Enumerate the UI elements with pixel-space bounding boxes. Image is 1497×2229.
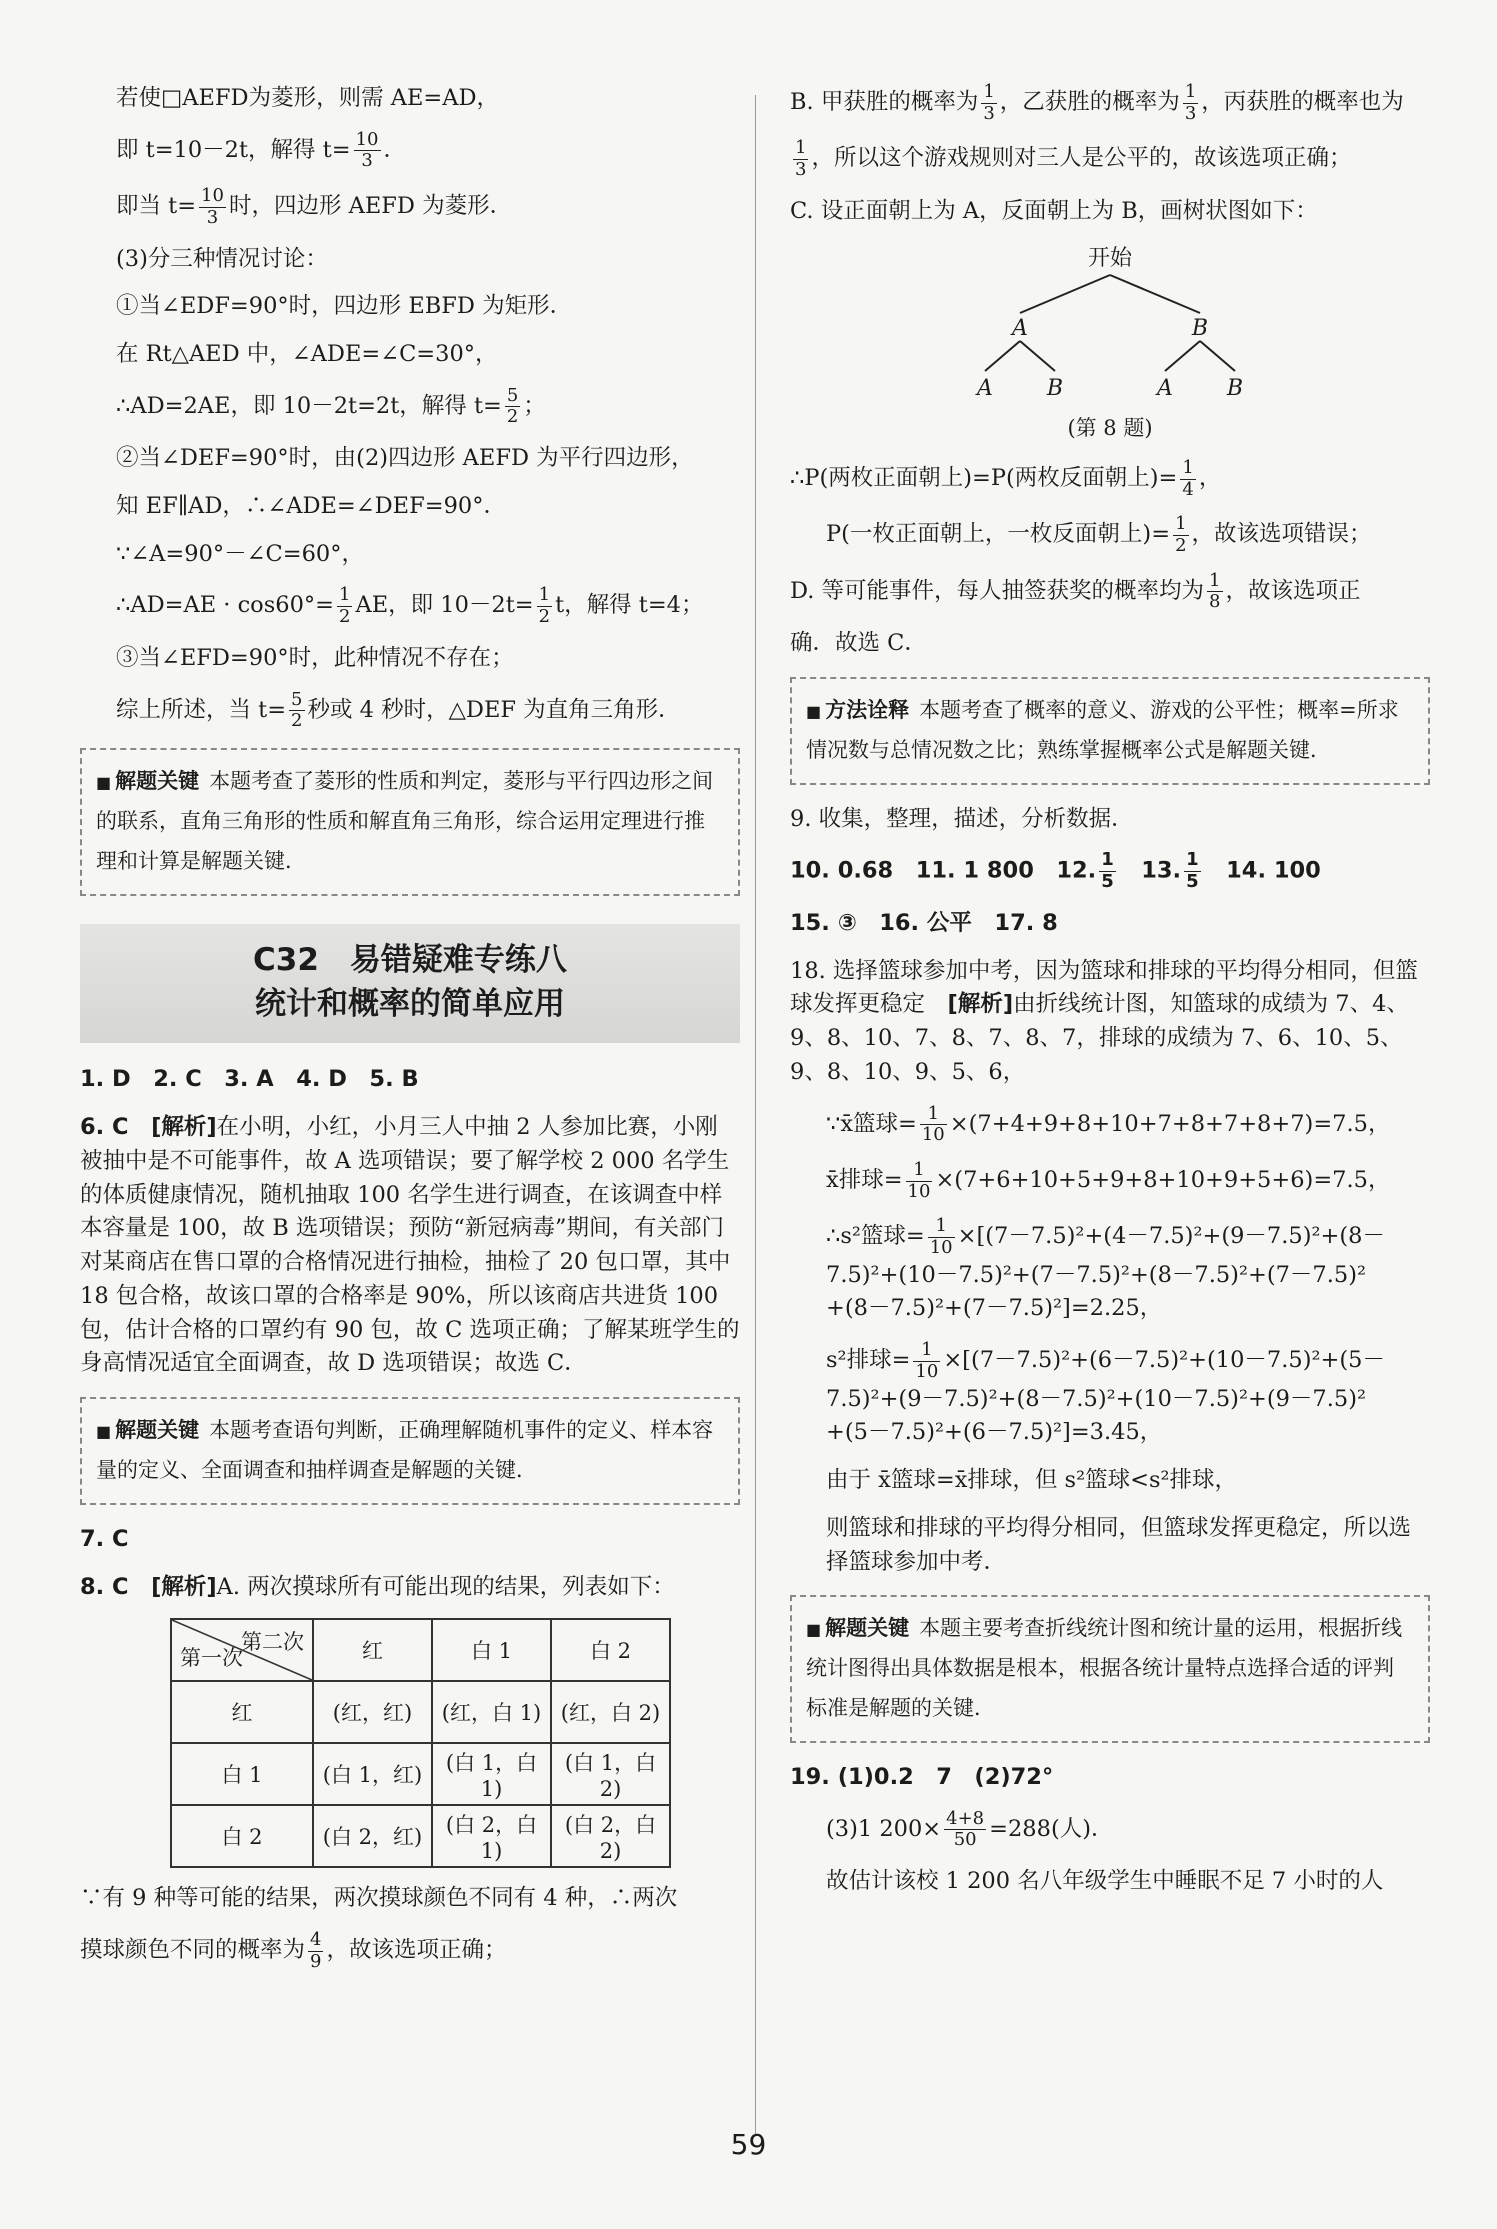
fraction: $\frac{1}{8}$ bbox=[1209, 569, 1221, 613]
fraction: $\frac{1}{3}$ bbox=[795, 137, 807, 181]
answers-10-14: 10. 0.68 11. 1 800 12. $\frac{1}{5}$ 13. $\frac{1}{5}$ 14. 100 bbox=[790, 849, 1321, 893]
table-row bbox=[171, 1681, 670, 1743]
answer-6: 6. C [解析]在小明，小红，小月三人中抽 2 人参加比赛，小刚被抽中是不可能事件，故 A 选项错误；要了解学校 2 000 名学生的体质健康情况，随机抽取 100 名学生进行调查，在该调查中样本容量是 100，故 B 选项错误；预防“新冠病毒”期间，有关部门对某商店在售口罩的合格情况进行抽检，抽检了 20 包口罩，其中 18 包合格，故该口罩的合格率是 90%，所以该商店共进货 100 包，估计合格的口罩约有 90 包，故 C 选项正确；了解某班学生的身高情况适宜全面调查，故 D 选项错误；故选 C． bbox=[80, 1114, 740, 1377]
table-cell: (红，白 2) bbox=[551, 1681, 670, 1743]
line: 7.5)²+(9－7.5)²+(8－7.5)²+(10－7.5)²+(9－7.5)² bbox=[826, 1385, 1367, 1412]
row-header: 红 bbox=[171, 1681, 313, 1743]
table-cell: (白 2，白 1) bbox=[432, 1805, 551, 1867]
fraction: $\frac{1}{10}$ bbox=[921, 1102, 945, 1146]
page-number: 59 bbox=[730, 2128, 767, 2161]
line: +(8－7.5)²+(7－7.5)²]=2.25， bbox=[826, 1295, 1163, 1322]
fraction: $\frac{1}{2}$ bbox=[339, 584, 351, 628]
box-tag: ■ 解题关键 bbox=[96, 1418, 199, 1442]
line: (3)1 200× $\frac{4+8}{50}$ =288(人)． bbox=[826, 1807, 1114, 1851]
table-row bbox=[171, 1805, 670, 1867]
line: ①当∠EDF=90°时，四边形 EBFD 为矩形． bbox=[116, 293, 573, 320]
line: ∴AD=AE · cos60°= $\frac{1}{2}$ AE，即 10－2t= $\frac{1}{2}$ t，解得 t=4； bbox=[116, 584, 704, 628]
method-box bbox=[790, 677, 1430, 785]
tree-node: B bbox=[1191, 315, 1209, 341]
fraction: $\frac{1}{10}$ bbox=[915, 1339, 939, 1382]
line: +(5－7.5)²+(6－7.5)²]=3.45， bbox=[826, 1419, 1163, 1446]
section-subtitle: 统计和概率的简单应用 bbox=[255, 986, 565, 1023]
line: ∵∠A=90°－∠C=60°， bbox=[116, 540, 364, 567]
table-cell: (白 1，白 1) bbox=[432, 1743, 551, 1805]
line: (3)分三种情况讨论： bbox=[116, 245, 328, 272]
tree-leaf: A bbox=[1157, 375, 1173, 401]
box-tag: ■ 解题关键 bbox=[806, 1616, 909, 1640]
line: x̄排球= $\frac{1}{10}$ ×(7+6+10+5+9+8+10+9+5+6)=7.5， bbox=[826, 1158, 1391, 1202]
box-text: 本题考查了概率的意义、游戏的公平性；概率=所求情况数与总情况数之比；熟练掌握概率公式是解题关键． bbox=[806, 697, 1399, 762]
section-title: C32 易错疑难专练八 bbox=[253, 941, 567, 978]
line: 综上所述，当 t= $\frac{5}{2}$ 秒或 4 秒时，△DEF 为直角三角形． bbox=[116, 688, 681, 732]
line: ∴s²篮球= $\frac{1}{10}$ ×[(7－7.5)²+(4－7.5)²+(9－7.5)²+(8－ bbox=[826, 1215, 1385, 1258]
answer-19: 19. (1)0.2 7 (2)72° bbox=[790, 1763, 1054, 1790]
line: ∴AD=2AE，即 10－2t=2t，解得 t= $\frac{5}{2}$ ； bbox=[116, 384, 546, 428]
line: B. 甲获胜的概率为 $\frac{1}{3}$ ，乙获胜的概率为 $\frac{1}{3}$ ，丙获胜的概率也为 bbox=[790, 81, 1404, 124]
tree-leaf: B bbox=[1046, 375, 1064, 401]
fraction: $\frac{10}{3}$ bbox=[201, 185, 224, 228]
line: ∵x̄篮球= $\frac{1}{10}$ ×(7+4+9+8+10+7+8+7+8+7)=7.5， bbox=[826, 1102, 1391, 1146]
table-corner bbox=[171, 1619, 313, 1681]
box-tag: ■ 方法诠释 bbox=[806, 698, 909, 722]
tree-diagram bbox=[960, 243, 1260, 413]
fraction: $\frac{1}{5}$ bbox=[1101, 849, 1114, 893]
row-header: 白 1 bbox=[171, 1743, 313, 1805]
header-second: 第二次 bbox=[241, 1630, 304, 1655]
answer-7: 7. C bbox=[80, 1525, 129, 1552]
table-cell: (红，白 1) bbox=[432, 1681, 551, 1743]
line: 故估计该校 1 200 名八年级学生中睡眠不足 7 小时的人 bbox=[826, 1868, 1384, 1895]
answers-15-17: 15. ③ 16. 公平 17. 8 bbox=[790, 909, 1058, 936]
fraction: $\frac{10}{3}$ bbox=[355, 128, 379, 172]
line: 知 EF∥AD，∴∠ADE=∠DEF=90°． bbox=[116, 492, 506, 519]
row-header: 白 2 bbox=[171, 1805, 313, 1867]
box-text: 本题考查语句判断，正确理解随机事件的定义、样本容量的定义、全面调查和抽样调查是解题的关键． bbox=[96, 1418, 714, 1483]
line: s²排球= $\frac{1}{10}$ ×[(7－7.5)²+(6－7.5)²+(10－7.5)²+(5－ bbox=[826, 1339, 1385, 1382]
table-cell: (白 2，红) bbox=[313, 1805, 432, 1867]
line: ②当∠DEF=90°时，由(2)四边形 AEFD 为平行四边形， bbox=[116, 445, 694, 472]
fraction: $\frac{1}{10}$ bbox=[907, 1158, 931, 1202]
fraction: $\frac{1}{3}$ bbox=[1184, 81, 1197, 124]
fraction: $\frac{5}{2}$ bbox=[291, 688, 303, 732]
line: P(一枚正面朝上，一枚反面朝上)= $\frac{1}{2}$ ，故该选项错误； bbox=[826, 513, 1372, 557]
tree-leaf: A bbox=[977, 375, 993, 401]
line: 摸球颜色不同的概率为 $\frac{4}{9}$ ，故该选项正确； bbox=[80, 1929, 507, 1972]
line: ③当∠EFD=90°时，此种情况不存在； bbox=[116, 644, 514, 671]
tree-node: A bbox=[1012, 315, 1028, 341]
key-points-box bbox=[790, 1595, 1430, 1743]
table-cell: (白 1，红) bbox=[313, 1743, 432, 1805]
box-text: 本题主要考查折线统计图和统计量的运用，根据折线统计图得出具体数据是根本，根据各统计量特点选择合适的评判标准是解题的关键． bbox=[806, 1616, 1403, 1721]
answer-18: 18. 选择篮球参加中考，因为篮球和排球的平均得分相同，但篮球发挥更稳定 [解析]由折线统计图，知篮球的成绩为 7、4、9、8、10、7、8、7、8、7，排球的成绩为 7、6、10、5、9、8、10、9、5、6， bbox=[790, 957, 1418, 1085]
line: $\frac{1}{3}$ ，所以这个游戏规则对三人是公平的，故该选项正确； bbox=[795, 137, 1352, 181]
fraction: $\frac{1}{5}$ bbox=[1186, 849, 1199, 893]
col-header: 红 bbox=[313, 1619, 432, 1681]
fraction: $\frac{4+8}{50}$ bbox=[946, 1807, 985, 1851]
table-row bbox=[171, 1743, 670, 1805]
line: 由于 x̄篮球=x̄排球，但 s²篮球<s²排球， bbox=[826, 1467, 1238, 1494]
fraction: $\frac{4}{9}$ bbox=[310, 1929, 322, 1972]
left-column bbox=[80, 82, 740, 1987]
fraction: $\frac{1}{2}$ bbox=[538, 584, 551, 628]
fraction: $\frac{1}{10}$ bbox=[929, 1215, 953, 1258]
header-first: 第一次 bbox=[180, 1646, 243, 1671]
line: ∵有 9 种等可能的结果，两次摸球颜色不同有 4 种，∴两次 bbox=[80, 1885, 678, 1912]
key-points-box bbox=[80, 1397, 740, 1505]
line: 7.5)²+(10－7.5)²+(7－7.5)²+(8－7.5)²+(7－7.5)² bbox=[826, 1261, 1367, 1288]
column-divider bbox=[755, 95, 756, 2135]
figure-caption: (第 8 题) bbox=[1067, 415, 1153, 440]
fraction: $\frac{1}{4}$ bbox=[1182, 457, 1194, 500]
line: 即当 t= $\frac{10}{3}$ 时，四边形 AEFD 为菱形． bbox=[116, 185, 513, 228]
tree-leaf: B bbox=[1226, 375, 1244, 401]
col-header: 白 1 bbox=[432, 1619, 551, 1681]
table-cell: (白 1，白 2) bbox=[551, 1743, 670, 1805]
answer-8: 8. C [解析]A. 两次摸球所有可能出现的结果，列表如下： bbox=[80, 1573, 675, 1600]
box-text: 本题考查了菱形的性质和判定，菱形与平行四边形之间的联系，直角三角形的性质和解直角三角形，综合运用定理进行推理和计算是解题关键． bbox=[96, 768, 714, 873]
col-header: 白 2 bbox=[551, 1619, 670, 1681]
line: C. 设正面朝上为 A，反面朝上为 B，画树状图如下： bbox=[790, 197, 1318, 224]
fraction: $\frac{1}{3}$ bbox=[983, 81, 995, 124]
line: 则篮球和排球的平均得分相同，但篮球发挥更稳定，所以选择篮球参加中考． bbox=[826, 1514, 1412, 1575]
fraction: $\frac{1}{2}$ bbox=[1175, 513, 1187, 557]
line: 即 t=10－2t，解得 t= $\frac{10}{3}$ ． bbox=[116, 128, 407, 172]
fraction: $\frac{5}{2}$ bbox=[506, 384, 519, 428]
tree-root: 开始 bbox=[1087, 245, 1133, 271]
right-column bbox=[790, 82, 1430, 1913]
outcome-table bbox=[170, 1618, 671, 1868]
line: D. 等可能事件，每人抽签获奖的概率均为 $\frac{1}{8}$ ，故该选项正 bbox=[790, 569, 1361, 613]
line: ∴P(两枚正面朝上)=P(两枚反面朝上)= $\frac{1}{4}$ ， bbox=[790, 457, 1222, 500]
answer-9: 9. 收集，整理，描述，分析数据． bbox=[790, 805, 1134, 832]
line: 若使□AEFD为菱形，则需 AE=AD， bbox=[116, 85, 500, 111]
section-heading bbox=[80, 924, 740, 1044]
key-points-box bbox=[80, 748, 740, 896]
line: 确．故选 C． bbox=[790, 630, 927, 657]
line: 在 Rt△AED 中，∠ADE=∠C=30°， bbox=[116, 341, 498, 367]
table-cell: (白 2，白 2) bbox=[551, 1805, 670, 1867]
table-cell: (红，红) bbox=[313, 1681, 432, 1743]
box-tag: ■ 解题关键 bbox=[96, 769, 199, 793]
answers-1-5: 1. D 2. C 3. A 4. D 5. B bbox=[80, 1066, 419, 1093]
